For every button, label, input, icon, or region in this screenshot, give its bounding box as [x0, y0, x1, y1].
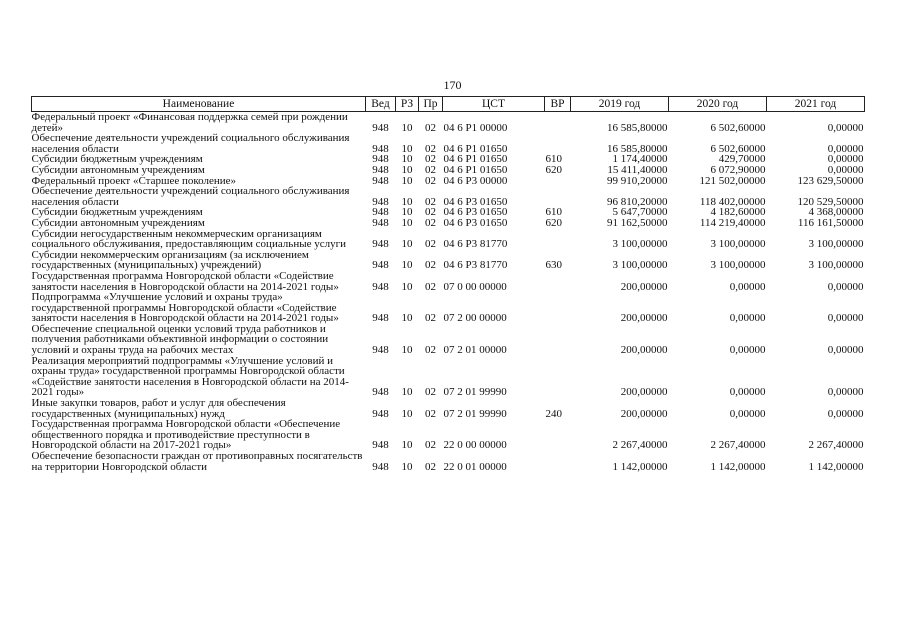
cell-cst: 07 2 01 99990: [443, 407, 507, 420]
cell-rz: 10: [401, 460, 413, 473]
col-header-2019: 2019 год: [571, 97, 669, 112]
cell-cst: 04 6 P1 01650: [443, 153, 508, 166]
cell-rz: 10: [401, 142, 413, 155]
cell-vr: 620: [545, 216, 562, 229]
cell-vr: [545, 133, 571, 154]
table-row: [32, 271, 865, 292]
cell-vr: [545, 112, 571, 134]
cell-y2019: 1 174,40000: [612, 153, 668, 166]
cell-y2021: 0,00000: [827, 163, 864, 176]
table-row: [32, 133, 865, 154]
cell-pr: 02: [425, 344, 436, 357]
cell-pr: 02: [425, 280, 436, 293]
cell-cst: 07 2 01 00000: [443, 344, 507, 357]
table-row: [32, 292, 865, 324]
cell-vr: [545, 292, 571, 324]
cell-name: Реализация мероприятий подпрограммы «Улучшение условий и охраны труда» государственной программы Новгородской области «Содействие занятости населения в Новгородской области на 2014-2021 годы»: [31, 354, 349, 399]
cell-y2019: 16 585,80000: [607, 121, 668, 134]
cell-vr: 610: [545, 153, 562, 166]
header-row: [32, 97, 865, 112]
cell-cst: 07 2 00 00000: [443, 312, 507, 325]
cell-pr: 02: [425, 259, 436, 272]
cell-pr: 02: [425, 460, 436, 473]
cell-vr: [545, 419, 571, 451]
cell-y2021: 0,00000: [827, 121, 864, 134]
cell-vr: [545, 356, 571, 398]
cell-name: Федеральный проект «Старшее поколение»: [31, 174, 237, 187]
cell-rz: 10: [401, 386, 413, 399]
cell-cst: 04 6 P1 01650: [443, 163, 508, 176]
cell-y2021: 123 629,50000: [797, 174, 864, 187]
cell-rz: 10: [401, 312, 413, 325]
cell-y2021: 0,00000: [827, 142, 864, 155]
cell-y2021: 116 161,50000: [797, 216, 864, 229]
cell-name: Обеспечение деятельности учреждений социального обслуживания населения области: [31, 132, 350, 155]
cell-y2020: 121 502,00000: [699, 174, 766, 187]
cell-y2021: 2 267,40000: [808, 439, 864, 452]
cell-cst: 22 0 00 00000: [443, 439, 507, 452]
cell-vr: [545, 271, 571, 292]
cell-y2021: 3 100,00000: [808, 238, 864, 251]
cell-pr: 02: [425, 407, 436, 420]
cell-ved: 948: [372, 407, 389, 420]
cell-cst: 07 0 00 00000: [443, 280, 507, 293]
cell-pr: 02: [425, 439, 436, 452]
cell-y2019: 200,00000: [620, 280, 668, 293]
cell-cst: 04 6 P1 01650: [443, 142, 508, 155]
table-row: [32, 112, 865, 134]
cell-y2019: 200,00000: [620, 386, 668, 399]
cell-vr: 620: [545, 163, 562, 176]
cell-y2019: 200,00000: [620, 312, 668, 325]
page-number: 170: [443, 78, 462, 92]
cell-cst: 04 6 P1 00000: [443, 121, 508, 134]
cell-y2020: 0,00000: [729, 407, 766, 420]
cell-cst: 22 0 01 00000: [443, 460, 507, 473]
cell-y2021: 0,00000: [827, 312, 864, 325]
cell-name: Субсидии бюджетным учреждениям: [31, 153, 203, 166]
cell-name: Иные закупки товаров, работ и услуг для обеспечения государственных (муниципальных) нужд: [31, 397, 286, 420]
cell-y2020: 429,70000: [718, 153, 766, 166]
cell-name: Обеспечение деятельности учреждений социального обслуживания населения области: [31, 185, 350, 208]
cell-y2019: 200,00000: [620, 407, 668, 420]
cell-name: Обеспечение безопасности граждан от противоправных посягательств на территории Новгородской области: [31, 450, 363, 473]
cell-ved: 948: [372, 344, 389, 357]
cell-ved: 948: [372, 259, 389, 272]
table-row: [32, 229, 865, 250]
cell-name: Государственная программа Новгородской области «Обеспечение общественного порядка и противодействие преступности в Новгородской области на 2017-2021 годы»: [31, 418, 341, 452]
cell-name: Подпрограмма «Улучшение условий и охраны труда» государственной программы Новгородской области «Содействие занятости населения в Новгородской области на 2014-2021 годы»: [31, 291, 339, 325]
cell-ved: 948: [372, 121, 389, 134]
cell-vr: [545, 324, 571, 356]
cell-y2020: 4 182,60000: [710, 206, 766, 219]
cell-ved: 948: [372, 439, 389, 452]
cell-name: Субсидии автономным учреждениям: [31, 163, 205, 176]
cell-rz: 10: [401, 195, 413, 208]
cell-y2020: 3 100,00000: [710, 238, 766, 251]
cell-name: Субсидии некоммерческим организациям (за исключением государственных (муниципальных) учреждений): [31, 248, 309, 272]
cell-y2019: 3 100,00000: [612, 259, 668, 272]
cell-pr: 02: [425, 142, 436, 155]
cell-ved: 948: [372, 163, 389, 176]
cell-y2021: 1 142,00000: [808, 460, 864, 473]
cell-y2019: 99 910,20000: [607, 174, 668, 187]
col-header-rz: РЗ: [396, 97, 419, 112]
cell-pr: 02: [425, 195, 436, 208]
cell-pr: 02: [425, 163, 436, 176]
cell-y2020: 1 142,00000: [710, 460, 766, 473]
cell-y2021: 3 100,00000: [808, 259, 864, 272]
cell-y2019: 5 647,70000: [612, 206, 668, 219]
cell-pr: 02: [425, 121, 436, 134]
col-header-name: Наименование: [32, 97, 366, 112]
cell-cst: 04 6 P3 01650: [443, 216, 508, 229]
cell-pr: 02: [425, 153, 436, 166]
cell-y2020: 6 502,60000: [710, 142, 766, 155]
cell-pr: 02: [425, 312, 436, 325]
table-row: [32, 186, 865, 207]
cell-vr: 240: [545, 407, 562, 420]
cell-rz: 10: [401, 174, 413, 187]
cell-cst: 07 2 01 99990: [443, 386, 507, 399]
cell-vr: 610: [545, 206, 562, 219]
budget-table: [31, 96, 865, 472]
col-header-pr: Пр: [419, 97, 443, 112]
cell-ved: 948: [372, 280, 389, 293]
cell-rz: 10: [401, 259, 413, 272]
cell-ved: 948: [372, 153, 389, 166]
cell-pr: 02: [425, 174, 436, 187]
cell-cst: 04 6 P3 01650: [443, 195, 508, 208]
cell-rz: 10: [401, 216, 413, 229]
cell-y2021: 0,00000: [827, 386, 864, 399]
cell-y2019: 96 810,20000: [607, 195, 668, 208]
table-row: [32, 324, 865, 356]
cell-y2020: 0,00000: [729, 344, 766, 357]
cell-cst: 04 6 P3 01650: [443, 206, 508, 219]
cell-pr: 02: [425, 216, 436, 229]
cell-ved: 948: [372, 142, 389, 155]
cell-name: Субсидии негосударственным некоммерческим организациям социального обслуживания, предоставляющим социальные услуги: [31, 227, 346, 251]
cell-pr: 02: [425, 238, 436, 251]
cell-name: Государственная программа Новгородской области «Содействие занятости населения в Новгородской области на 2014-2021 годы»: [31, 269, 339, 293]
cell-cst: 04 6 P3 81770: [443, 238, 508, 251]
cell-rz: 10: [401, 206, 413, 219]
cell-y2019: 1 142,00000: [612, 460, 668, 473]
cell-ved: 948: [372, 312, 389, 325]
col-header-vr: ВР: [545, 97, 571, 112]
cell-y2020: 118 402,00000: [699, 195, 766, 208]
table-row: [32, 218, 865, 229]
cell-y2019: 2 267,40000: [612, 439, 668, 452]
cell-y2019: 15 411,40000: [607, 163, 668, 176]
cell-ved: 948: [372, 195, 389, 208]
cell-cst: 04 6 P3 81770: [443, 259, 508, 272]
cell-rz: 10: [401, 121, 413, 134]
cell-y2019: 16 585,80000: [607, 142, 668, 155]
cell-pr: 02: [425, 206, 436, 219]
cell-y2020: 0,00000: [729, 386, 766, 399]
cell-ved: 948: [372, 216, 389, 229]
cell-ved: 948: [372, 460, 389, 473]
table-row: [32, 398, 865, 419]
col-header-2020: 2020 год: [669, 97, 767, 112]
cell-y2020: 114 219,40000: [699, 216, 766, 229]
cell-y2021: 120 529,50000: [797, 195, 864, 208]
cell-rz: 10: [401, 238, 413, 251]
cell-y2020: 2 267,40000: [710, 439, 766, 452]
table-row: [32, 250, 865, 271]
cell-vr: [545, 229, 571, 250]
cell-ved: 948: [372, 206, 389, 219]
cell-vr: 630: [545, 259, 562, 272]
col-header-2021: 2021 год: [767, 97, 865, 112]
col-header-cst: ЦСТ: [443, 97, 545, 112]
cell-rz: 10: [401, 439, 413, 452]
cell-y2019: 200,00000: [620, 344, 668, 357]
cell-cst: 04 6 P3 00000: [443, 174, 508, 187]
cell-name: Федеральный проект «Финансовая поддержка семей при рождении детей»: [31, 111, 348, 134]
cell-y2021: 0,00000: [827, 407, 864, 420]
cell-y2019: 91 162,50000: [607, 216, 668, 229]
cell-rz: 10: [401, 344, 413, 357]
cell-y2021: 0,00000: [827, 280, 864, 293]
cell-rz: 10: [401, 280, 413, 293]
cell-ved: 948: [372, 386, 389, 399]
cell-y2021: 0,00000: [827, 153, 864, 166]
cell-y2021: 4 368,00000: [808, 206, 864, 219]
cell-y2021: 0,00000: [827, 344, 864, 357]
table-row: [32, 356, 865, 398]
cell-rz: 10: [401, 163, 413, 176]
cell-vr: [545, 176, 571, 187]
cell-y2020: 0,00000: [729, 280, 766, 293]
cell-y2019: 3 100,00000: [612, 238, 668, 251]
col-header-ved: Вед: [366, 97, 396, 112]
cell-name: Обеспечение специальной оценки условий труда работников и получения работниками объективной информации о состоянии условий и охраны труда на рабочих местах: [31, 322, 329, 357]
cell-ved: 948: [372, 238, 389, 251]
cell-y2020: 3 100,00000: [710, 259, 766, 272]
cell-vr: [545, 451, 571, 472]
cell-rz: 10: [401, 407, 413, 420]
cell-rz: 10: [401, 153, 413, 166]
cell-y2020: 0,00000: [729, 312, 766, 325]
cell-name: Субсидии бюджетным учреждениям: [31, 206, 203, 219]
table-row: [32, 451, 865, 472]
table-row: [32, 419, 865, 451]
cell-name: Субсидии автономным учреждениям: [31, 216, 205, 229]
cell-ved: 948: [372, 174, 389, 187]
cell-vr: [545, 186, 571, 207]
table-row: [32, 165, 865, 176]
cell-y2020: 6 502,60000: [710, 121, 766, 134]
cell-y2020: 6 072,90000: [710, 163, 766, 176]
cell-pr: 02: [425, 386, 436, 399]
